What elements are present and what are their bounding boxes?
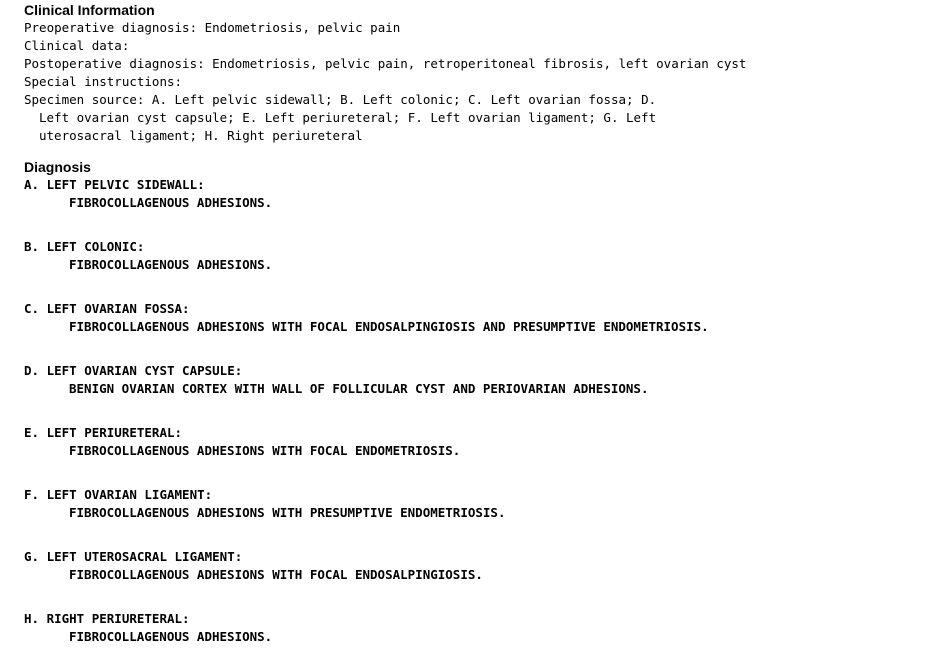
diagnosis-text: FIBROCOLLAGENOUS ADHESIONS WITH FOCAL ENDOMETRIOSIS. <box>69 443 461 458</box>
clinical-information-section <box>24 2 936 145</box>
clinical-information-heading: Clinical Information <box>24 2 155 18</box>
specimen-label: D. LEFT OVARIAN CYST CAPSULE: <box>24 363 243 378</box>
diagnosis-text: FIBROCOLLAGENOUS ADHESIONS. <box>69 257 273 272</box>
diagnosis-text: BENIGN OVARIAN CORTEX WITH WALL OF FOLLICULAR CYST AND PERIOVARIAN ADHESIONS. <box>69 381 649 396</box>
postoperative-diagnosis: Postoperative diagnosis: Endometriosis, pelvic pain, retroperitoneal fibrosis, left ovarian cyst <box>24 56 747 71</box>
specimen-source-continued: uterosacral ligament; H. Right periureteral <box>39 128 363 143</box>
diagnosis-text: FIBROCOLLAGENOUS ADHESIONS WITH FOCAL ENDOSALPINGIOSIS. <box>69 567 483 582</box>
special-instructions: Special instructions: <box>24 74 183 89</box>
diagnosis-item-d <box>24 362 936 398</box>
diagnosis-heading: Diagnosis <box>24 159 91 175</box>
pathology-report <box>24 2 936 646</box>
specimen-label: H. RIGHT PERIURETERAL: <box>24 611 190 626</box>
diagnosis-text: FIBROCOLLAGENOUS ADHESIONS. <box>69 195 273 210</box>
specimen-label: E. LEFT PERIURETERAL: <box>24 425 183 440</box>
diagnosis-item-b <box>24 238 936 274</box>
diagnosis-item-c <box>24 300 936 336</box>
preoperative-diagnosis: Preoperative diagnosis: Endometriosis, pelvic pain <box>24 20 401 35</box>
diagnosis-section <box>24 159 936 646</box>
diagnosis-item-g <box>24 548 936 584</box>
diagnosis-text: FIBROCOLLAGENOUS ADHESIONS. <box>69 629 273 644</box>
specimen-label: G. LEFT UTEROSACRAL LIGAMENT: <box>24 549 243 564</box>
specimen-label: C. LEFT OVARIAN FOSSA: <box>24 301 190 316</box>
clinical-data: Clinical data: <box>24 38 130 53</box>
diagnosis-text: FIBROCOLLAGENOUS ADHESIONS WITH FOCAL ENDOSALPINGIOSIS AND PRESUMPTIVE ENDOMETRIOSIS. <box>69 319 709 334</box>
specimen-label: F. LEFT OVARIAN LIGAMENT: <box>24 487 213 502</box>
diagnosis-item-f <box>24 486 936 522</box>
diagnosis-text: FIBROCOLLAGENOUS ADHESIONS WITH PRESUMPTIVE ENDOMETRIOSIS. <box>69 505 506 520</box>
specimen-source-continued: Left ovarian cyst capsule; E. Left periureteral; F. Left ovarian ligament; G. Left <box>39 110 657 125</box>
diagnosis-item-h <box>24 610 936 646</box>
specimen-source: Specimen source: A. Left pelvic sidewall; B. Left colonic; C. Left ovarian fossa; D. <box>24 92 657 107</box>
diagnosis-item-e <box>24 424 936 460</box>
specimen-label: A. LEFT PELVIC SIDEWALL: <box>24 177 205 192</box>
diagnosis-item-a <box>24 176 936 212</box>
specimen-label: B. LEFT COLONIC: <box>24 239 145 254</box>
